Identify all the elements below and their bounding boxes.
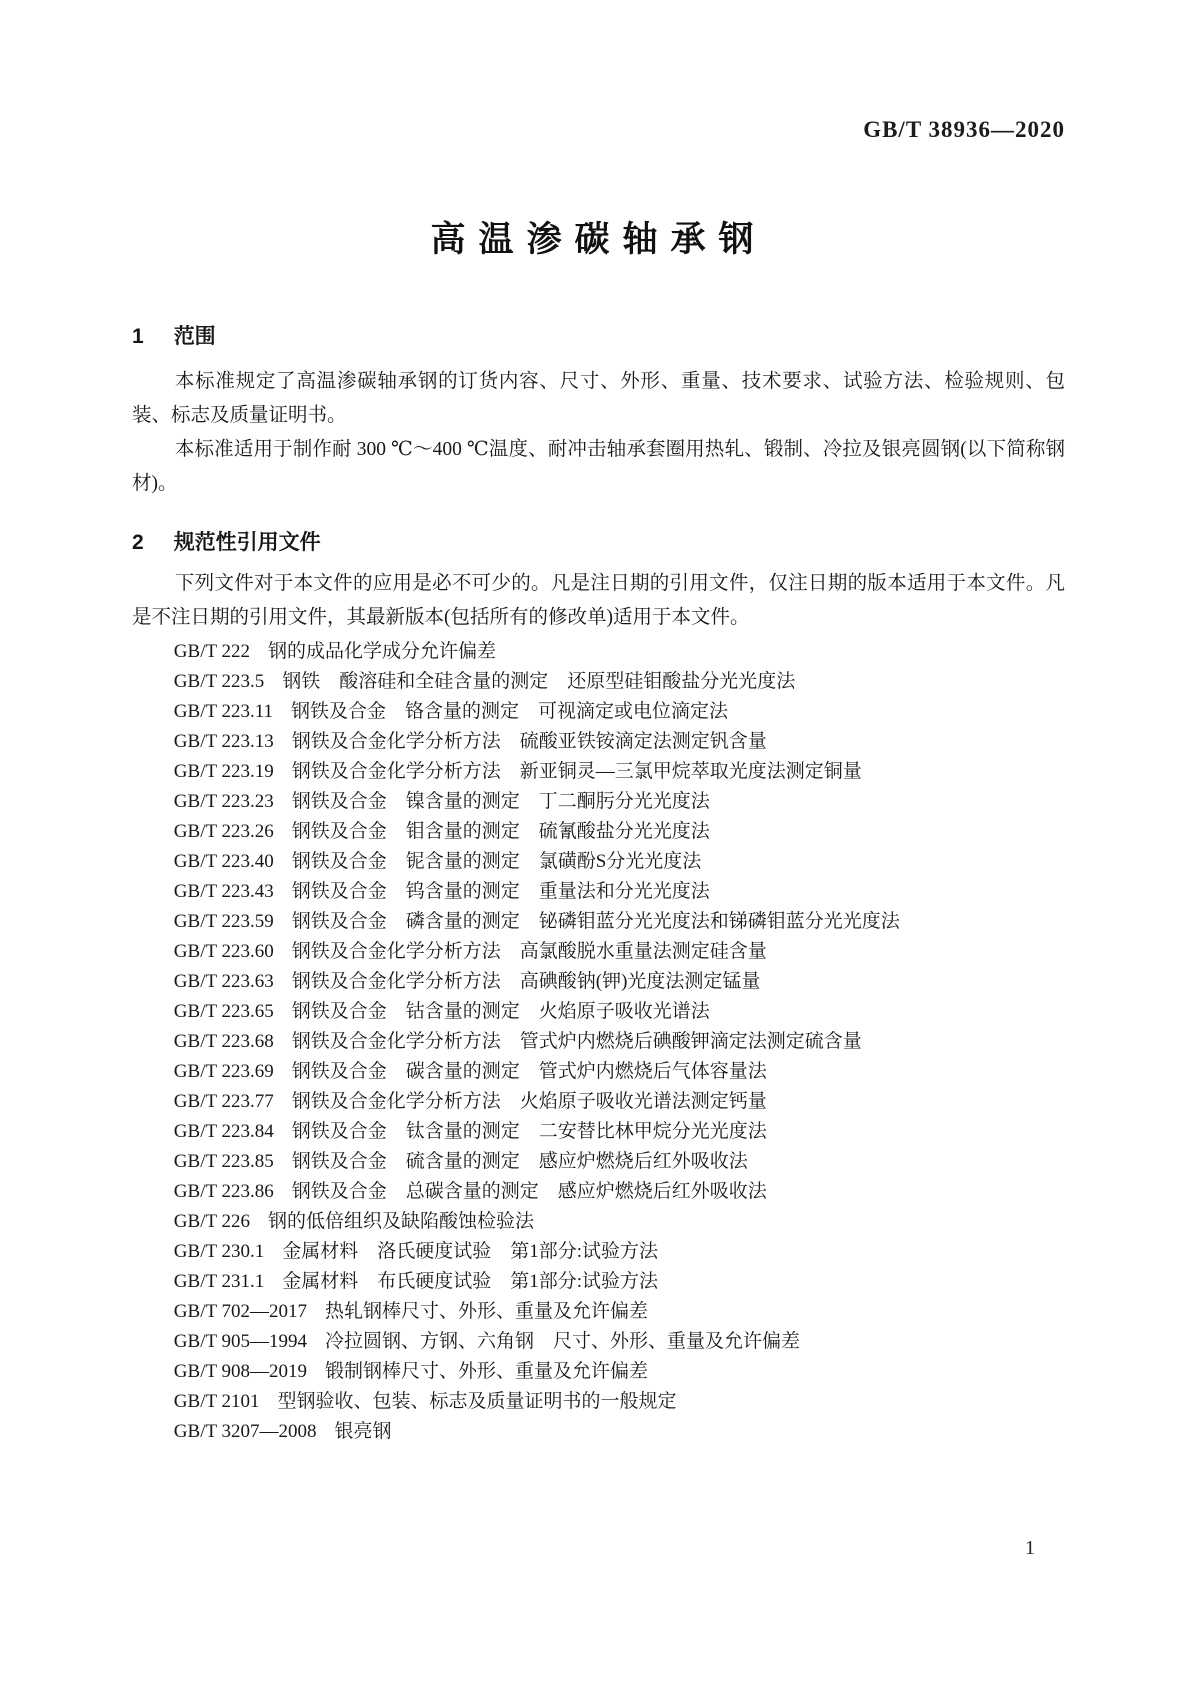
reference-title: 钢铁及合金 钛含量的测定 二安替比林甲烷分光光度法 <box>291 1121 767 1142</box>
reference-code: GB/T 223.26 <box>173 821 274 842</box>
reference-item <box>132 1177 1065 1207</box>
reference-code: GB/T 226 <box>173 1211 250 1232</box>
reference-item <box>132 907 1065 937</box>
reference-title: 钢铁及合金 镍含量的测定 丁二酮肟分光光度法 <box>291 791 710 812</box>
reference-title: 钢铁及合金 磷含量的测定 铋磷钼蓝分光光度法和锑磷钼蓝分光光度法 <box>291 911 900 932</box>
reference-item <box>132 1147 1065 1177</box>
reference-code: GB/T 223.84 <box>173 1121 274 1142</box>
reference-title: 钢铁及合金 总碳含量的测定 感应炉燃烧后红外吸收法 <box>291 1181 767 1202</box>
reference-title: 钢的低倍组织及缺陷酸蚀检验法 <box>267 1211 534 1232</box>
reference-item <box>132 1267 1065 1297</box>
reference-code: GB/T 223.77 <box>173 1091 274 1112</box>
reference-code: GB/T 223.60 <box>173 941 274 962</box>
reference-code: GB/T 223.86 <box>173 1181 274 1202</box>
reference-title: 钢铁及合金化学分析方法 新亚铜灵—三氯甲烷萃取光度法测定铜量 <box>291 761 862 782</box>
reference-code: GB/T 223.69 <box>173 1061 274 1082</box>
reference-title: 钢铁及合金 钨含量的测定 重量法和分光光度法 <box>291 881 710 902</box>
reference-item <box>132 1387 1065 1417</box>
reference-title: 银亮钢 <box>334 1421 392 1442</box>
reference-item <box>132 937 1065 967</box>
reference-list <box>132 637 1065 1447</box>
reference-title: 金属材料 布氏硬度试验 第1部分:试验方法 <box>282 1271 659 1292</box>
reference-code: GB/T 222 <box>173 641 250 662</box>
reference-code: GB/T 223.11 <box>173 701 274 722</box>
reference-item <box>132 1027 1065 1057</box>
reference-item <box>132 1417 1065 1447</box>
section-1-heading <box>132 323 1065 351</box>
reference-item <box>132 1357 1065 1387</box>
reference-code: GB/T 223.23 <box>173 791 274 812</box>
reference-item <box>132 667 1065 697</box>
section-normative-references <box>132 529 1065 1447</box>
reference-code: GB/T 230.1 <box>173 1241 265 1262</box>
section-1-number: 1 <box>132 325 144 348</box>
reference-title: 钢铁及合金化学分析方法 火焰原子吸收光谱法测定钙量 <box>291 1091 767 1112</box>
reference-item <box>132 967 1065 997</box>
reference-title: 钢铁及合金 钼含量的测定 硫氰酸盐分光光度法 <box>291 821 710 842</box>
section-scope <box>132 323 1065 501</box>
reference-title: 钢铁及合金 铌含量的测定 氯磺酚S分光光度法 <box>291 851 702 872</box>
reference-code: GB/T 2101 <box>173 1391 260 1412</box>
reference-title: 冷拉圆钢、方钢、六角钢 尺寸、外形、重量及允许偏差 <box>324 1331 800 1352</box>
reference-item <box>132 1327 1065 1357</box>
reference-title: 钢铁及合金化学分析方法 管式炉内燃烧后碘酸钾滴定法测定硫含量 <box>291 1031 862 1052</box>
reference-item <box>132 877 1065 907</box>
reference-title: 钢铁及合金化学分析方法 高碘酸钠(钾)光度法测定锰量 <box>291 971 761 992</box>
reference-code: GB/T 223.5 <box>173 671 265 692</box>
reference-title: 金属材料 洛氏硬度试验 第1部分:试验方法 <box>282 1241 659 1262</box>
reference-item <box>132 787 1065 817</box>
reference-item <box>132 727 1065 757</box>
reference-code: GB/T 223.13 <box>173 731 274 752</box>
reference-item <box>132 997 1065 1027</box>
reference-item <box>132 757 1065 787</box>
reference-title: 钢的成品化学成分允许偏差 <box>267 641 496 662</box>
reference-title: 钢铁及合金化学分析方法 高氯酸脱水重量法测定硅含量 <box>291 941 767 962</box>
standard-code: GB/T 38936—2020 <box>863 117 1065 142</box>
scope-paragraph-2: 本标准适用于制作耐 300 ℃～400 ℃温度、耐冲击轴承套圈用热轧、锻制、冷拉及银亮圆钢(以下简称钢材)。 <box>132 439 1065 494</box>
reference-code: GB/T 223.43 <box>173 881 274 902</box>
reference-code: GB/T 223.63 <box>173 971 274 992</box>
references-intro-paragraph: 下列文件对于本文件的应用是必不可少的。凡是注日期的引用文件，仅注日期的版本适用于本文件。凡是不注日期的引用文件，其最新版本(包括所有的修改单)适用于本文件。 <box>132 573 1065 628</box>
scope-paragraph-1: 本标准规定了高温渗碳轴承钢的订货内容、尺寸、外形、重量、技术要求、试验方法、检验规则、包装、标志及质量证明书。 <box>132 371 1065 426</box>
reference-code: GB/T 223.65 <box>173 1001 274 1022</box>
reference-code: GB/T 905—1994 <box>173 1331 307 1352</box>
reference-title: 热轧钢棒尺寸、外形、重量及允许偏差 <box>324 1301 648 1322</box>
reference-code: GB/T 223.68 <box>173 1031 274 1052</box>
reference-item <box>132 847 1065 877</box>
reference-title: 锻制钢棒尺寸、外形、重量及允许偏差 <box>324 1361 648 1382</box>
section-2-heading <box>132 529 1065 557</box>
reference-code: GB/T 702—2017 <box>173 1301 307 1322</box>
reference-title: 钢铁及合金 碳含量的测定 管式炉内燃烧后气体容量法 <box>291 1061 767 1082</box>
reference-item <box>132 697 1065 727</box>
page-number: 1 <box>1025 1537 1035 1559</box>
reference-item <box>132 1237 1065 1267</box>
reference-title: 型钢验收、包装、标志及质量证明书的一般规定 <box>277 1391 677 1412</box>
reference-code: GB/T 908—2019 <box>173 1361 307 1382</box>
section-2-number: 2 <box>132 531 144 554</box>
reference-item <box>132 1117 1065 1147</box>
reference-title: 钢铁 酸溶硅和全硅含量的测定 还原型硅钼酸盐分光光度法 <box>282 671 796 692</box>
reference-title: 钢铁及合金 铬含量的测定 可视滴定或电位滴定法 <box>291 701 729 722</box>
reference-code: GB/T 223.19 <box>173 761 274 782</box>
reference-title: 钢铁及合金 钴含量的测定 火焰原子吸收光谱法 <box>291 1001 710 1022</box>
section-2-title: 规范性引用文件 <box>173 531 321 554</box>
reference-item <box>132 637 1065 667</box>
document-title: 高温渗碳轴承钢 <box>430 220 767 259</box>
reference-title: 钢铁及合金 硫含量的测定 感应炉燃烧后红外吸收法 <box>291 1151 748 1172</box>
reference-code: GB/T 231.1 <box>173 1271 265 1292</box>
reference-code: GB/T 223.59 <box>173 911 274 932</box>
reference-item <box>132 1087 1065 1117</box>
reference-title: 钢铁及合金化学分析方法 硫酸亚铁铵滴定法测定钒含量 <box>291 731 767 752</box>
reference-code: GB/T 3207—2008 <box>173 1421 317 1442</box>
reference-item <box>132 1297 1065 1327</box>
reference-item <box>132 817 1065 847</box>
reference-code: GB/T 223.85 <box>173 1151 274 1172</box>
reference-code: GB/T 223.40 <box>173 851 274 872</box>
page-header <box>132 118 1065 145</box>
reference-item <box>132 1207 1065 1237</box>
section-1-title: 范围 <box>173 325 216 348</box>
reference-item <box>132 1057 1065 1087</box>
